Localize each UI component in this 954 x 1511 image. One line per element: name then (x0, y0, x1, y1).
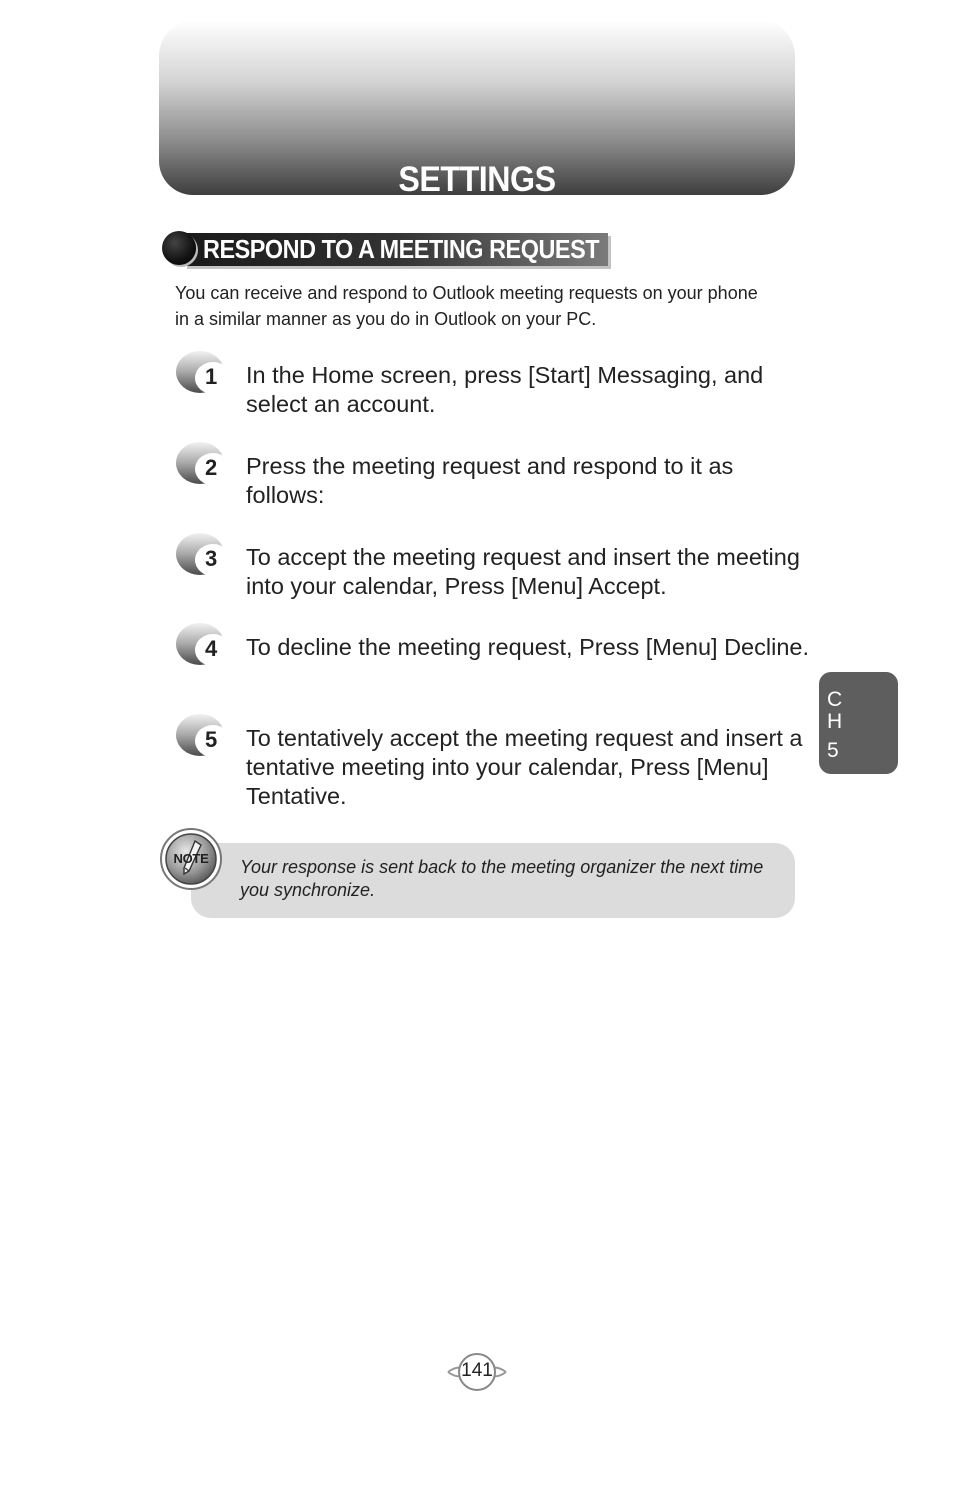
chapter-tab-number: 5 (827, 739, 839, 762)
chapter-tab-letter: C (827, 688, 843, 711)
step-badge-icon (175, 350, 231, 396)
bullet-circle-icon (162, 231, 196, 265)
step-number: 2 (205, 455, 218, 480)
chapter-tab (819, 672, 898, 774)
intro-paragraph: You can receive and respond to Outlook meeting requests on your phone in a similar manner as you do in Outlook on your PC. (175, 283, 758, 329)
step-badge-icon (175, 532, 231, 578)
step-badge-icon (175, 713, 231, 759)
section-title: RESPOND TO A MEETING REQUEST (203, 234, 600, 264)
step-badge-icon (175, 622, 231, 668)
step-badge-icon (175, 441, 231, 487)
step-text: In the Home screen, press [Start] Messaging, and select an account. (246, 362, 764, 417)
section-heading (162, 231, 610, 268)
step-text: Press the meeting request and respond to it as follows: (246, 453, 734, 508)
step-number: 1 (205, 364, 218, 389)
step-text: To tentatively accept the meeting request and insert a tentative meeting into your calendar, Press [Menu] Tentative. (246, 725, 803, 809)
note-label: NOTE (173, 851, 209, 866)
step-text: To accept the meeting request and insert the meeting into your calendar, Press [Menu] Accept. (246, 544, 800, 599)
page-header (159, 20, 795, 199)
step-number: 4 (205, 636, 218, 661)
note-text: Your response is sent back to the meeting organizer the next time you synchronize. (240, 857, 764, 900)
page-title: SETTINGS (398, 160, 556, 199)
step-number: 3 (205, 546, 218, 571)
chapter-tab-letter: H (827, 710, 843, 733)
page-number: 141 (461, 1360, 493, 1381)
step-number: 5 (205, 727, 218, 752)
step-text: To decline the meeting request, Press [Menu] Decline. (246, 634, 809, 660)
